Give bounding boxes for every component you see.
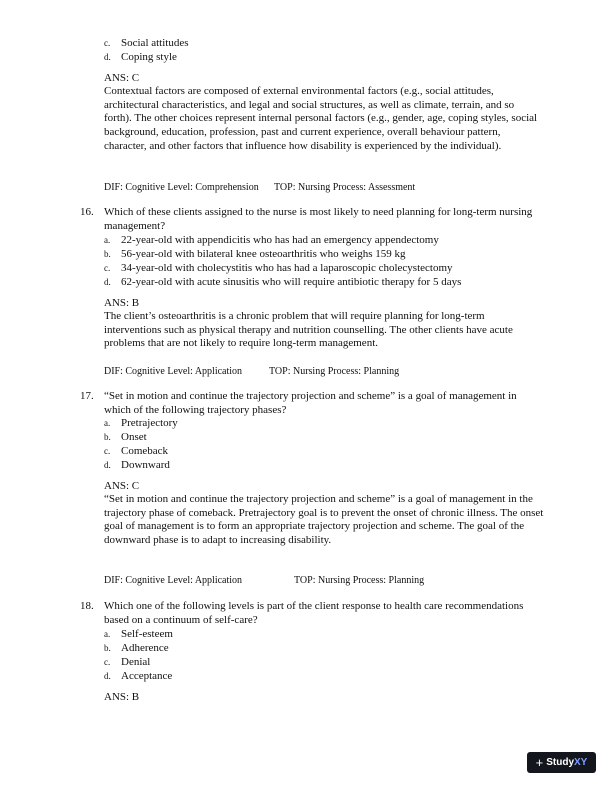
q17-question: “Set in motion and continue the trajectory projection and scheme” is a goal of management in which of the following trajectory phases? <box>104 390 517 416</box>
q16-dif: DIF: Cognitive Level: Application <box>104 366 243 377</box>
brand-prefix: Study <box>546 756 575 768</box>
q17-top: TOP: Nursing Process: Planning <box>294 575 425 586</box>
q17-rationale: “Set in motion and continue the trajectory projection and scheme” is a goal of management in the trajectory phase of comeback. Pretrajectory goal is to prevent the onset of chronic illness. The onset goal of management is to form an appropriate trajectory projection and scheme. The goal of the downward phase is to adapt to increasing disability. <box>104 493 544 547</box>
q16-question: Which of these clients assigned to the nurse is most likely to need planning for long-term nursing management? <box>104 206 533 232</box>
q16-number: 16. <box>80 206 94 218</box>
document-page: c. Social attitudes d. Coping style ANS: C Contextual factors are composed of external environmental factors (e.g., social attitudes, architectural characteristics, and legal and social structures, as well as climate, terrain, and so forth). The other choices represent internal personal factors (e.g., gender, age, coping styles, social background, education, profession, past and current experience, overall behaviour pattern, character, and other factors that influence how disability is experienced by the individual). DIF: Cognitive Level: Comprehension TOP: Nursing Process: Assessment 16. Which of these clients assigned to the nurse is most likely to need planning for long-term nursing management? a. 22-year-old with appendicitis who has had an emergency appendectomy b. 56-year-old with bilateral knee osteoarthritis who weighs 159 kg c. 34-year-old with cholecystitis who has had a laparoscopic cholecystectomy d. 62-year-old with acute sinusitis who will require antibiotic therapy for 5 days ANS: B The client’s osteoarthritis is a chronic problem that will require planning for long-term interventions such as physical therapy and nutrition counselling. The other clients have acute problems that are not likely to require long-term management. DIF: Cognitive Level: Application TOP: Nursing Process: Planning 17. “Set in motion and continue the trajectory projection and scheme” is a goal of management in which of the following trajectory phases? a. Pretrajectory b. Onset c. Comeback d. Downward ANS: C “Set in motion and continue the trajectory projection and scheme” is a goal of management in the trajectory phase of comeback. Pretrajectory goal is to prevent the onset of chronic illness. The onset goal of management is to form an appropriate trajectory projection and scheme. The goal of the downward phase is to adapt to increasing disability. DIF: Cognitive Level: Application TOP: Nursing Process: Planning 18. Which one of the following levels is part of the client response to health care recommendations based on a continuum of self-care? a. Self-esteem b. Adherence c. Denial d. Acceptance ANS: B + Study XY <box>0 0 612 792</box>
q16-answer: ANS: B <box>104 297 140 309</box>
q16-rationale: The client’s osteoarthritis is a chronic problem that will require planning for long-term interventions such as physical therapy and nutrition counselling. The other clients have acute problems that are not likely to require long-term management. <box>104 310 513 350</box>
brand-suffix: XY <box>574 756 588 768</box>
studyxy-badge[interactable] <box>527 752 596 773</box>
q17-dif: DIF: Cognitive Level: Application <box>104 575 243 586</box>
q17-answer: ANS: C <box>104 480 140 492</box>
q16-top: TOP: Nursing Process: Planning <box>269 366 400 377</box>
q15-answer: ANS: C <box>104 72 140 84</box>
q17-number: 17. <box>80 390 94 402</box>
q18-number: 18. <box>80 600 94 612</box>
q18-question: Which one of the following levels is part of the client response to health care recommendations based on a continuum of self-care? <box>104 600 524 626</box>
plus-icon: + <box>535 754 544 770</box>
q15-rationale: Contextual factors are composed of external environmental factors (e.g., social attitudes, architectural characteristics, and legal and social structures, as well as climate, terrain, and so forth). The other choices represent internal personal factors (e.g., gender, age, coping styles, social background, education, profession, past and current experience, overall behaviour pattern, character, and other factors that influence how disability is experienced by the individual). <box>104 85 538 152</box>
q16-meta <box>104 365 399 379</box>
q15-dif: DIF: Cognitive Level: Comprehension <box>104 182 259 193</box>
q15-top: TOP: Nursing Process: Assessment <box>274 182 416 193</box>
q18-answer: ANS: B <box>104 691 140 703</box>
q17-meta <box>104 574 424 588</box>
q15-meta <box>104 181 415 195</box>
